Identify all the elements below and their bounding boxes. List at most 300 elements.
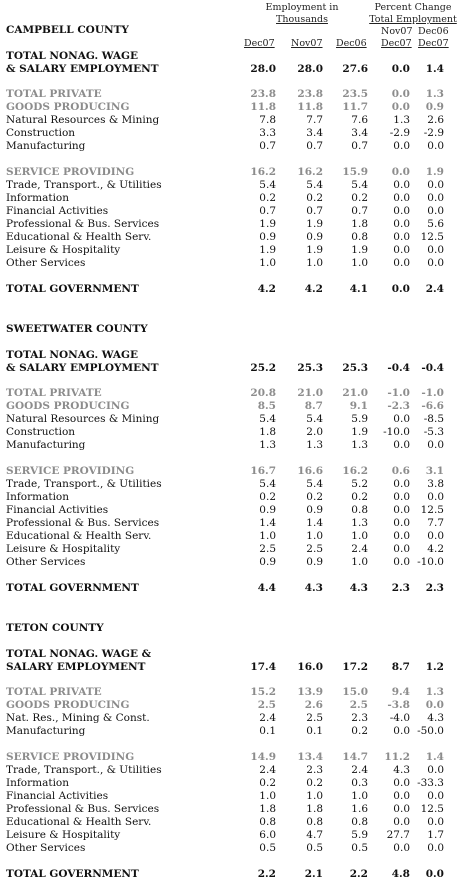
employment-header-line2: Thousands [276,14,328,25]
value-cell: 0.0 [427,257,444,269]
value-cell: 28.0 [297,63,323,75]
value-cell: 0.9 [306,504,323,516]
total-nonag-row [0,50,463,76]
value-cell: 1.2 [425,661,444,673]
value-cell: 1.3 [259,439,276,451]
value-cell: -50.0 [417,725,444,737]
value-cell: 15.2 [250,686,276,698]
value-cell: 20.8 [250,387,276,399]
table-row [0,764,463,777]
row-label: SERVICE PROVIDING [6,465,135,477]
row-label: Educational & Health Serv. [6,816,152,828]
value-cell: 13.4 [297,751,323,763]
table-row [0,868,463,881]
value-cell: -4.0 [389,712,410,724]
value-cell: 4.7 [306,829,323,841]
value-cell: 0.0 [393,777,410,789]
value-cell: 1.8 [259,803,276,815]
value-cell: 0.5 [259,842,276,854]
table-row [0,777,463,790]
table-row [0,166,463,179]
row-label: Other Services [6,257,86,269]
row-label: Information [6,777,70,789]
table-row [0,426,463,439]
value-cell: 0.0 [393,205,410,217]
value-cell: 15.0 [342,686,368,698]
row-label: Manufacturing [6,140,86,152]
value-cell: 2.2 [257,868,276,880]
value-cell: 0.8 [351,231,368,243]
row-label: TOTAL GOVERNMENT [6,582,139,594]
total-label-line2: SALARY EMPLOYMENT [6,661,146,673]
value-cell: 9.4 [391,686,410,698]
row-label: Leisure & Hospitality [6,829,121,841]
table-row [0,218,463,231]
value-cell: 2.0 [306,426,323,438]
row-label: SERVICE PROVIDING [6,166,135,178]
value-cell: 1.3 [306,439,323,451]
value-cell: 1.0 [259,257,276,269]
value-cell: 25.3 [297,362,323,374]
row-label: GOODS PRODUCING [6,699,130,711]
value-cell: 5.4 [306,413,323,425]
value-cell: 3.3 [259,127,276,139]
value-cell: 5.4 [259,413,276,425]
value-cell: 23.8 [297,88,323,100]
row-label: Financial Activities [6,504,109,516]
value-cell: 0.8 [351,816,368,828]
row-label: Professional & Bus. Services [6,517,160,529]
value-cell: 5.9 [351,413,368,425]
table-row [0,114,463,127]
value-cell: 0.0 [427,439,444,451]
table-row [0,543,463,556]
col-header-nov07: Nov07 [291,38,323,49]
value-cell: 4.3 [349,582,368,594]
value-cell: 2.6 [304,699,323,711]
total-label-line1: TOTAL NONAG. WAGE [6,349,139,361]
value-cell: 4.8 [391,868,410,880]
value-cell: 0.0 [393,816,410,828]
value-cell: 27.7 [386,829,410,841]
value-cell: 2.3 [351,712,368,724]
row-label: Trade, Transport., & Utilities [6,179,162,191]
table-row [0,283,463,296]
value-cell: 0.3 [351,777,368,789]
row-label: Information [6,192,70,204]
row-label: Trade, Transport., & Utilities [6,764,162,776]
value-cell: 17.4 [250,661,276,673]
value-cell: 25.3 [342,362,368,374]
value-cell: 1.9 [259,218,276,230]
value-cell: 23.8 [250,88,276,100]
value-cell: 0.0 [391,101,410,113]
value-cell: 0.9 [259,231,276,243]
table-row [0,712,463,725]
value-cell: 0.9 [259,556,276,568]
row-label: Natural Resources & Mining [6,114,160,126]
table-row [0,751,463,764]
table-row [0,816,463,829]
row-label: Manufacturing [6,725,86,737]
value-cell: 0.0 [393,530,410,542]
table-row [0,790,463,803]
value-cell: 2.2 [349,868,368,880]
value-cell: 0.0 [425,699,444,711]
row-label: TOTAL PRIVATE [6,686,102,698]
row-label: Other Services [6,842,86,854]
value-cell: 1.4 [425,63,444,75]
row-label: GOODS PRODUCING [6,101,130,113]
value-cell: 1.9 [306,244,323,256]
table-row [0,517,463,530]
value-cell: 0.2 [259,192,276,204]
value-cell: 0.0 [393,218,410,230]
value-cell: 0.0 [427,140,444,152]
value-cell: 0.2 [351,192,368,204]
row-label: Construction [6,426,76,438]
value-cell: 5.4 [259,179,276,191]
value-cell: 2.5 [259,543,276,555]
value-cell: -3.8 [387,699,410,711]
value-cell: 5.9 [351,829,368,841]
pct-col-b-top: Dec06 [418,26,449,37]
value-cell: 1.3 [425,88,444,100]
value-cell: 0.0 [427,816,444,828]
value-cell: 1.3 [351,439,368,451]
value-cell: 16.0 [297,661,323,673]
value-cell: 0.7 [351,205,368,217]
row-label: Construction [6,127,76,139]
row-label: TOTAL PRIVATE [6,387,102,399]
value-cell: 1.0 [306,257,323,269]
value-cell: 0.1 [259,725,276,737]
row-label: Natural Resources & Mining [6,413,160,425]
value-cell: 2.5 [257,699,276,711]
table-row [0,803,463,816]
value-cell: 28.0 [250,63,276,75]
total-nonag-row [0,349,463,375]
value-cell: 11.2 [384,751,410,763]
value-cell: 0.7 [351,140,368,152]
county-title: SWEETWATER COUNTY [6,323,148,335]
value-cell: 21.0 [342,387,368,399]
value-cell: 0.7 [306,140,323,152]
value-cell: 0.2 [306,777,323,789]
value-cell: 0.0 [391,63,410,75]
value-cell: 1.9 [351,244,368,256]
value-cell: 3.8 [427,478,444,490]
row-label: Leisure & Hospitality [6,543,121,555]
row-label: Trade, Transport., & Utilities [6,478,162,490]
value-cell: 7.8 [259,114,276,126]
value-cell: 0.0 [427,244,444,256]
value-cell: 0.0 [393,192,410,204]
value-cell: 16.2 [250,166,276,178]
value-cell: 0.6 [391,465,410,477]
value-cell: 1.0 [306,530,323,542]
value-cell: 5.4 [351,179,368,191]
row-label: Other Services [6,556,86,568]
row-label: SERVICE PROVIDING [6,751,135,763]
value-cell: 23.5 [342,88,368,100]
value-cell: 17.2 [342,661,368,673]
value-cell: 16.2 [297,166,323,178]
value-cell: 1.3 [425,686,444,698]
table-row [0,491,463,504]
value-cell: 1.0 [351,556,368,568]
row-label: TOTAL GOVERNMENT [6,868,139,880]
value-cell: 2.4 [351,543,368,555]
value-cell: 0.0 [391,166,410,178]
value-cell: 16.7 [250,465,276,477]
value-cell: -0.4 [421,362,444,374]
value-cell: 0.8 [306,816,323,828]
value-cell: 1.3 [393,114,410,126]
row-label: Financial Activities [6,205,109,217]
row-label: TOTAL GOVERNMENT [6,283,139,295]
value-cell: 14.7 [342,751,368,763]
table-row [0,257,463,270]
row-label: Manufacturing [6,439,86,451]
table-row [0,400,463,413]
value-cell: 1.9 [351,426,368,438]
col-header-pct-b: Dec07 [418,38,449,49]
value-cell: 0.0 [393,543,410,555]
value-cell: 0.7 [306,205,323,217]
value-cell: 0.0 [427,179,444,191]
value-cell: 1.4 [259,517,276,529]
employment-header-line1: Employment in [265,2,339,13]
value-cell: 4.2 [257,283,276,295]
table-row [0,101,463,114]
value-cell: 8.5 [257,400,276,412]
table-row [0,725,463,738]
table-row [0,504,463,517]
value-cell: 2.3 [306,764,323,776]
value-cell: 0.0 [427,842,444,854]
value-cell: 2.5 [349,699,368,711]
value-cell: 0.5 [351,842,368,854]
value-cell: 0.0 [391,88,410,100]
row-label: Leisure & Hospitality [6,244,121,256]
table-row [0,231,463,244]
table-row [0,88,463,101]
value-cell: 15.9 [342,166,368,178]
value-cell: 12.5 [420,504,444,516]
value-cell: 5.4 [306,478,323,490]
value-cell: 0.0 [393,517,410,529]
row-label: Professional & Bus. Services [6,803,160,815]
value-cell: 0.0 [427,764,444,776]
value-cell: 25.2 [250,362,276,374]
value-cell: 7.6 [351,114,368,126]
total-label-line1: TOTAL NONAG. WAGE & [6,648,152,660]
value-cell: 0.9 [306,231,323,243]
value-cell: 2.5 [306,543,323,555]
value-cell: 4.2 [304,283,323,295]
total-label-line2: & SALARY EMPLOYMENT [6,63,159,75]
table-row [0,439,463,452]
value-cell: 11.8 [297,101,323,113]
value-cell: -0.4 [387,362,410,374]
value-cell: 3.4 [351,127,368,139]
value-cell: 2.5 [306,712,323,724]
table-row [0,140,463,153]
table-row [0,387,463,400]
county-title: CAMPBELL COUNTY [6,24,129,36]
percent-change-header-line1: Percent Change [374,2,452,13]
value-cell: 1.9 [306,218,323,230]
value-cell: 0.8 [259,816,276,828]
value-cell: 27.6 [342,63,368,75]
value-cell: 3.1 [425,465,444,477]
value-cell: 2.3 [391,582,410,594]
value-cell: 2.1 [304,868,323,880]
table-row [0,556,463,569]
value-cell: 0.9 [306,556,323,568]
value-cell: 0.2 [259,777,276,789]
table-row [0,192,463,205]
row-label: Nat. Res., Mining & Const. [6,712,150,724]
value-cell: -5.3 [423,426,444,438]
value-cell: 1.4 [306,517,323,529]
value-cell: 1.8 [351,218,368,230]
value-cell: 0.0 [393,179,410,191]
value-cell: 0.1 [306,725,323,737]
value-cell: 0.0 [393,413,410,425]
table-row [0,829,463,842]
value-cell: 2.4 [351,764,368,776]
pct-col-a-top: Nov07 [381,26,413,37]
value-cell: 0.0 [427,530,444,542]
table-row [0,179,463,192]
col-header-pct-a: Dec07 [381,38,412,49]
value-cell: 8.7 [304,400,323,412]
value-cell: 0.0 [393,725,410,737]
value-cell: 4.4 [257,582,276,594]
value-cell: 13.9 [297,686,323,698]
percent-change-header-line2: Total Employment [369,14,457,25]
table-row [0,478,463,491]
value-cell: 12.5 [420,803,444,815]
value-cell: -1.0 [387,387,410,399]
value-cell: -33.3 [417,777,444,789]
value-cell: 5.4 [259,478,276,490]
value-cell: 0.0 [393,140,410,152]
value-cell: 7.7 [306,114,323,126]
value-cell: -10.0 [383,426,410,438]
value-cell: 0.0 [393,790,410,802]
table-row [0,244,463,257]
value-cell: 0.0 [393,478,410,490]
value-cell: 0.5 [306,842,323,854]
col-header-dec06: Dec06 [336,38,367,49]
value-cell: 0.0 [393,842,410,854]
value-cell: 1.8 [306,803,323,815]
value-cell: -2.9 [389,127,410,139]
value-cell: 0.2 [351,491,368,503]
table-row [0,842,463,855]
value-cell: -2.3 [387,400,410,412]
value-cell: 1.0 [351,790,368,802]
value-cell: 2.6 [427,114,444,126]
value-cell: 16.6 [297,465,323,477]
value-cell: 8.7 [391,661,410,673]
county-title: TETON COUNTY [6,622,104,634]
value-cell: 11.8 [250,101,276,113]
row-label: GOODS PRODUCING [6,400,130,412]
value-cell: 0.0 [427,205,444,217]
value-cell: 0.2 [306,491,323,503]
value-cell: 0.0 [425,868,444,880]
value-cell: -2.9 [423,127,444,139]
value-cell: 0.0 [393,244,410,256]
value-cell: 6.0 [259,829,276,841]
value-cell: 1.0 [351,530,368,542]
value-cell: 0.0 [393,556,410,568]
table-row [0,530,463,543]
value-cell: 0.0 [427,192,444,204]
value-cell: 14.9 [250,751,276,763]
value-cell: 0.8 [351,504,368,516]
value-cell: 1.0 [351,257,368,269]
value-cell: 0.0 [393,257,410,269]
value-cell: 2.4 [259,712,276,724]
value-cell: 0.0 [427,790,444,802]
table-row [0,413,463,426]
value-cell: 1.0 [306,790,323,802]
value-cell: 16.2 [342,465,368,477]
value-cell: 0.0 [393,439,410,451]
value-cell: 21.0 [297,387,323,399]
table-row [0,205,463,218]
value-cell: 2.4 [425,283,444,295]
table-row [0,686,463,699]
value-cell: 1.0 [259,790,276,802]
value-cell: 0.0 [393,803,410,815]
value-cell: 5.2 [351,478,368,490]
row-label: Professional & Bus. Services [6,218,160,230]
value-cell: 5.6 [427,218,444,230]
value-cell: 0.0 [393,231,410,243]
total-nonag-row [0,648,463,674]
total-label-line1: TOTAL NONAG. WAGE [6,50,139,62]
value-cell: 4.3 [427,712,444,724]
value-cell: 0.2 [259,491,276,503]
col-header-dec07: Dec07 [244,38,275,49]
value-cell: 2.4 [259,764,276,776]
value-cell: 0.9 [259,504,276,516]
value-cell: 0.0 [393,491,410,503]
value-cell: 4.3 [393,764,410,776]
value-cell: 11.7 [342,101,368,113]
value-cell: 1.9 [425,166,444,178]
value-cell: 9.1 [349,400,368,412]
row-label: Financial Activities [6,790,109,802]
value-cell: 1.3 [351,517,368,529]
value-cell: 0.0 [393,504,410,516]
table-row [0,465,463,478]
value-cell: 4.2 [427,543,444,555]
row-label: TOTAL PRIVATE [6,88,102,100]
value-cell: 1.9 [259,244,276,256]
row-label: Educational & Health Serv. [6,231,152,243]
value-cell: 0.7 [259,140,276,152]
value-cell: 0.0 [391,283,410,295]
value-cell: 4.1 [349,283,368,295]
row-label: Educational & Health Serv. [6,530,152,542]
